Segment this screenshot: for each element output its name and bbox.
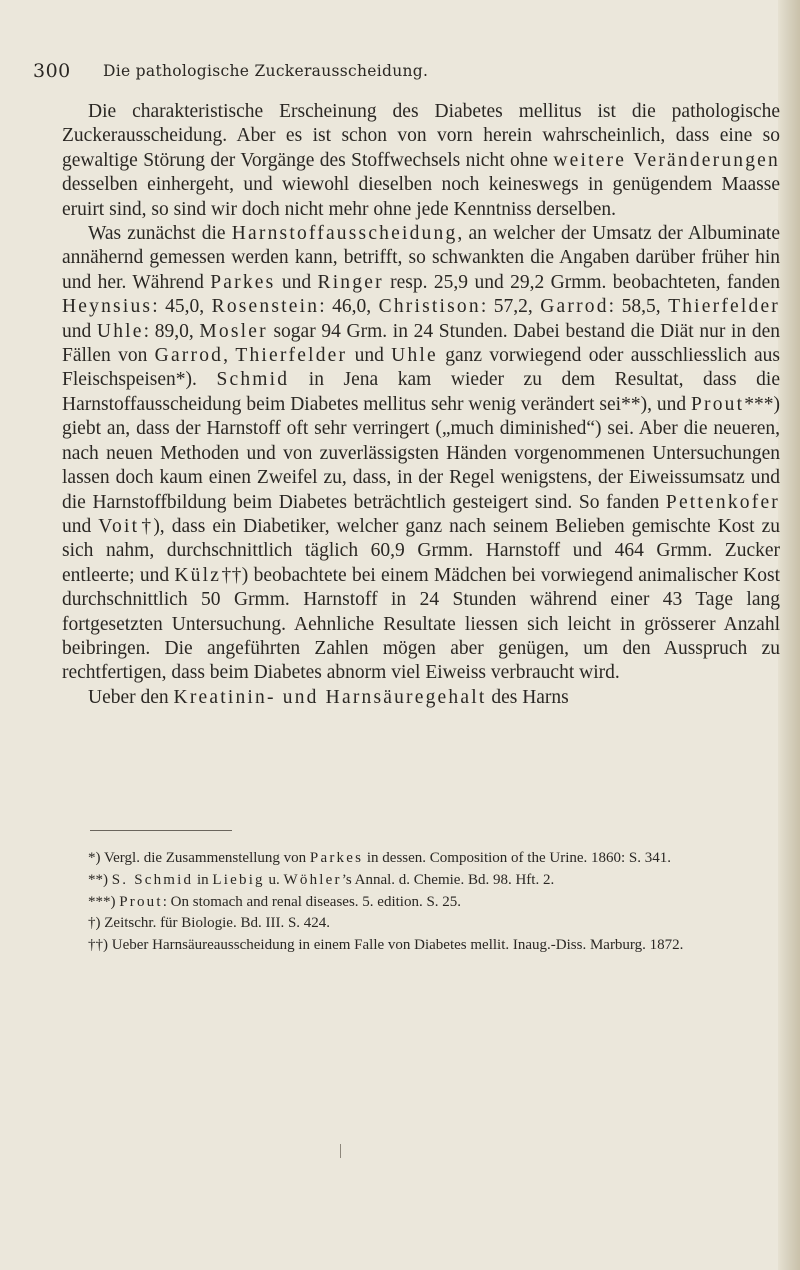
text-run: ††) beobachtete bei einem Mädchen bei vorwiegend animalischer Kost durchschnittlich 50 Grmm. Harnstoff in 24 Stunden während einer 43 Tage lang fortgesetzten Untersuchung. Aehnliche Resultate liessen sich leicht in grösserer Anzahl beibringen. Die angeführten Zahlen mögen aber genügen, um den Ausspruch zu rechtfertigen, dass beim Diabetes abnorm viel Eiweiss verbraucht wird. bbox=[62, 564, 780, 684]
author-name: Parkes bbox=[309, 850, 364, 866]
spaced-emphasis: Kreatinin- und Harnsäuregehalt bbox=[173, 686, 487, 708]
text-run: und bbox=[62, 320, 97, 342]
page-number: 300 bbox=[33, 60, 71, 82]
text-run: : 46,0, bbox=[319, 296, 379, 318]
text-run: und bbox=[62, 515, 99, 537]
text-run: : 58,5, bbox=[608, 296, 669, 318]
author-name: Prout bbox=[119, 893, 163, 910]
text-run: resp. 25,9 und 29,2 Grmm. beobachteten, fanden bbox=[383, 271, 780, 293]
text-run: : 57,2, bbox=[480, 296, 541, 318]
footnote bbox=[62, 848, 780, 870]
text-run: , an welcher der Umsatz der Albuminate annähernd gemessen werden kann, betrifft, so schwankten die Angaben darüber früher hin und her. Während bbox=[62, 223, 780, 293]
author-name: Thierfelder bbox=[668, 296, 780, 318]
author-name: Pettenkofer bbox=[665, 491, 780, 513]
author-name: Voit bbox=[98, 515, 140, 537]
text-run: in Jena kam wieder zu dem Resultat, dass die Harnstoffausscheidung beim Diabetes mellitus sehr wenig verändert sei**), und bbox=[62, 369, 781, 415]
footnote bbox=[62, 913, 780, 935]
text-run: u. bbox=[264, 871, 284, 888]
footnote bbox=[62, 892, 780, 914]
text-run: †) Zeitschr. für Biologie. Bd. III. S. 424. bbox=[88, 915, 331, 932]
spaced-emphasis: Harnstoffausscheidung bbox=[231, 223, 458, 245]
text-run: ganz vorwiegend oder ausschliesslich aus Fleischspeisen*). bbox=[62, 345, 780, 391]
text-run: ’s Annal. d. Chemie. Bd. 98. Hft. 2. bbox=[341, 871, 555, 888]
spaced-emphasis: weitere Veränderungen bbox=[553, 149, 780, 171]
text-run: des Harns bbox=[486, 686, 569, 708]
author-name: Uhle bbox=[391, 345, 438, 367]
text-run: **) bbox=[88, 871, 112, 888]
text-run: in dessen. Composition of the Urine. 1860: S. 341. bbox=[363, 850, 672, 866]
author-name: Schmid bbox=[216, 369, 290, 391]
author-name: Liebig bbox=[212, 871, 265, 888]
author-name: Garrod bbox=[154, 345, 224, 367]
author-name: Mosler bbox=[199, 320, 268, 342]
paragraph bbox=[62, 686, 780, 710]
author-name: Garrod bbox=[540, 296, 609, 318]
paragraph bbox=[62, 100, 780, 222]
author-name: S. Schmid bbox=[111, 871, 194, 888]
text-run: : On stomach and renal diseases. 5. edition. S. 25. bbox=[162, 893, 462, 910]
author-name: Christison bbox=[378, 296, 481, 318]
text-run: ***) bbox=[88, 893, 120, 910]
footnote bbox=[62, 870, 780, 892]
author-name: Wöhler bbox=[283, 871, 342, 888]
author-name: Parkes bbox=[210, 271, 276, 293]
footnote-divider bbox=[90, 830, 232, 831]
text-run: Ueber den bbox=[88, 686, 174, 708]
author-name: Rosenstein bbox=[211, 296, 320, 318]
paragraph bbox=[62, 222, 780, 686]
author-name: Ringer bbox=[317, 271, 384, 293]
text-run: ***) giebt an, dass der Harnstoff oft sehr verringert („much diminished“) sei. Aber die neueren, nach neuen Methoden und von zuverlässigsten Händen vorgenommenen Untersuchungen lassen doch kaum einen Zweifel zu, dass, in der Regel wenigstens, der Eiweissumsatz und die Harnstoffbildung beim Diabetes beträchtlich gesteigert sind. So fanden bbox=[62, 393, 780, 513]
footnote bbox=[62, 935, 780, 957]
text-run: Was zunächst die bbox=[88, 223, 232, 245]
author-name: Thierfelder bbox=[235, 345, 348, 367]
text-run: und bbox=[275, 271, 318, 293]
text-run: : 89,0, bbox=[143, 320, 200, 342]
body-text bbox=[62, 100, 780, 710]
text-run: : 45,0, bbox=[152, 296, 212, 318]
author-name: Külz bbox=[174, 564, 222, 586]
page-edge bbox=[778, 0, 800, 1270]
running-head: Die pathologische Zuckerausscheidung. bbox=[103, 62, 429, 80]
print-mark bbox=[340, 1144, 341, 1158]
text-run: †), dass ein Diabetiker, welcher ganz nach seinem Belieben gemischte Kost zu sich nahm, durchschnittlich täglich 60,9 Grmm. Harnstoff und 464 Grmm. Zucker entleerte; und bbox=[62, 515, 780, 586]
text-run: , bbox=[223, 345, 236, 367]
text-run: *) Vergl. die Zusammenstellung von bbox=[88, 850, 310, 866]
author-name: Heynsius bbox=[62, 296, 153, 318]
text-run: sogar 94 Grm. in 24 Stunden. Dabei bestand die Diät nur in den Fällen von bbox=[62, 320, 780, 367]
text-run: Die charakteristische Erscheinung des Diabetes mellitus ist die pathologische Zuckerausscheidung. Aber es ist schon von vorn herein wahrscheinlich, dass eine so gewaltige Störung der Vorgänge des Stoffwechsels nicht ohne bbox=[62, 101, 780, 171]
text-run: und bbox=[347, 345, 392, 367]
text-run: desselben einhergeht, und wiewohl dieselben noch keineswegs in genügendem Maasse eruirt sind, so sind wir doch nicht mehr ohne jede Kenntniss derselben. bbox=[62, 174, 780, 220]
text-run: in bbox=[193, 871, 213, 888]
footnotes bbox=[62, 848, 780, 957]
text-run: ††) Ueber Harnsäureausscheidung in einem Falle von Diabetes mellit. Inaug.-Diss. Marburg. 1872. bbox=[88, 937, 684, 954]
author-name: Uhle bbox=[96, 320, 144, 342]
author-name: Prout bbox=[690, 393, 745, 415]
